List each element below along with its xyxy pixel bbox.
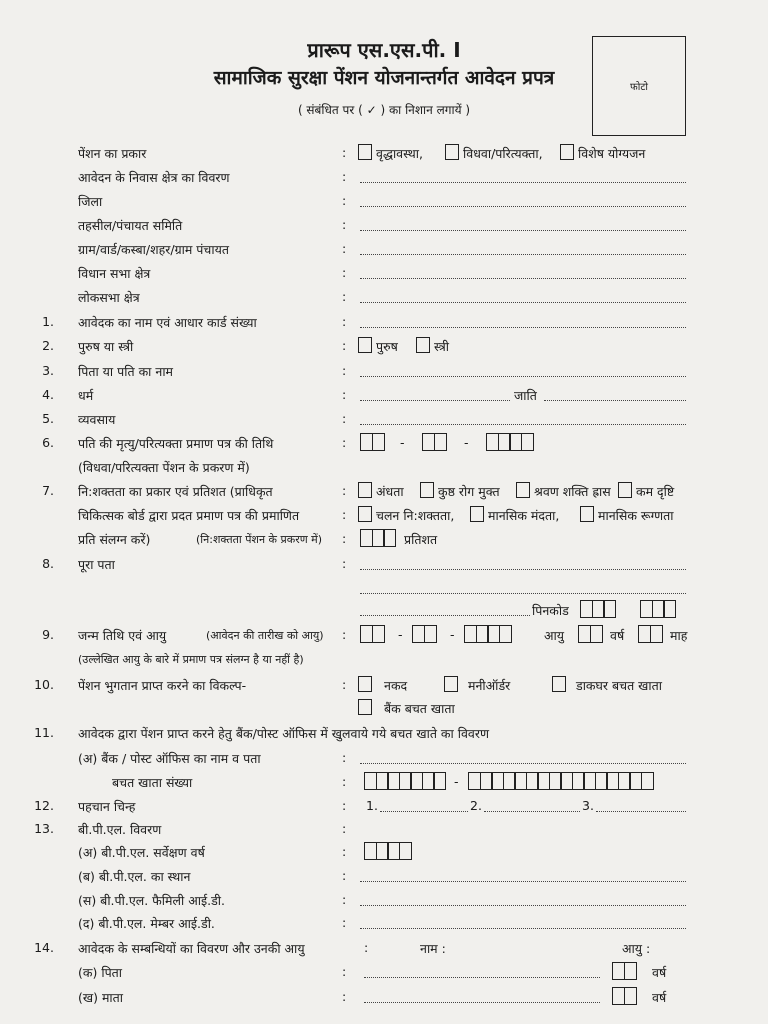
age-header: आयु :	[622, 941, 651, 956]
row-dob-note	[0, 652, 768, 672]
field-label: नि:शक्तता का प्रकार एवं प्रतिशत (प्राधिकृत	[78, 484, 273, 499]
field-label: (ख) माता	[78, 990, 124, 1005]
row-father-husband	[0, 363, 768, 383]
option-label: चलन नि:शक्तता,	[376, 508, 455, 523]
colon: :	[342, 677, 347, 692]
address-line-2[interactable]	[360, 593, 686, 594]
mark-number: 1.	[366, 798, 378, 813]
field-label: बी.पी.एल. विवरण	[78, 822, 162, 837]
colon: :	[342, 821, 347, 836]
field-label: (स) बी.पी.एल. फैमिली आई.डी.	[78, 893, 225, 908]
checkbox-money-order[interactable]	[444, 676, 458, 692]
colon: :	[342, 241, 347, 256]
mark-1-field[interactable]	[380, 811, 468, 812]
field-label: पिता या पति का नाम	[78, 364, 174, 379]
option-label: वृद्धावस्था,	[376, 146, 423, 161]
mother-name-field[interactable]	[364, 1002, 600, 1003]
row-bank-details	[0, 725, 768, 745]
checkbox-mental-illness[interactable]	[580, 506, 594, 522]
row-district	[0, 193, 768, 213]
field-label: पति की मृत्यु/परित्यक्ता प्रमाण पत्र की तिथि	[78, 436, 274, 451]
row-number: 9.	[42, 627, 54, 642]
date-separator: -	[464, 435, 469, 450]
colon: :	[342, 892, 347, 907]
field-label: धर्म	[78, 388, 94, 403]
caste-label: जाति	[514, 388, 537, 403]
row-number: 6.	[42, 435, 54, 450]
option-label: कम दृष्टि	[636, 484, 675, 499]
colon: :	[342, 989, 347, 1004]
field-note: (उल्लेखित आयु के बारे में प्रमाण पत्र संलग्न है या नहीं है)	[78, 653, 304, 666]
row-dob	[0, 627, 768, 647]
row-number: 1.	[42, 314, 54, 329]
photo-box[interactable]	[592, 36, 686, 136]
field-label: (द) बी.पी.एल. मेम्बर आई.डी.	[78, 916, 215, 931]
account-cells-1[interactable]	[364, 772, 446, 790]
field-label: आवेदक के सम्बन्धियों का विवरण और उनकी आयु	[78, 941, 305, 956]
colon: :	[342, 289, 347, 304]
checkbox-locomotor[interactable]	[358, 506, 372, 522]
checkbox-old-age[interactable]	[358, 144, 372, 160]
age-years-cells[interactable]	[578, 625, 603, 643]
row-number: 5.	[42, 411, 54, 426]
colon: :	[342, 507, 347, 522]
option-label: बैंक बचत खाता	[384, 701, 455, 716]
row-number: 12.	[34, 798, 54, 813]
checkbox-special-abled[interactable]	[560, 144, 574, 160]
row-number: 14.	[34, 940, 54, 955]
field-label: व्यवसाय	[78, 412, 116, 427]
row-mother	[0, 989, 768, 1009]
field-label: (ब) बी.पी.एल. का स्थान	[78, 869, 191, 884]
religion-field[interactable]	[360, 400, 510, 401]
bpl-family-id-field[interactable]	[360, 905, 686, 906]
row-disability-3	[0, 531, 768, 551]
colon: :	[342, 627, 347, 642]
years-label: वर्ष	[652, 990, 667, 1005]
row-address-2	[0, 580, 768, 600]
account-cells-2[interactable]	[468, 772, 654, 790]
field-label: आवेदक का नाम एवं आधार कार्ड संख्या	[78, 315, 257, 330]
option-label: विशेष योग्यजन	[578, 146, 646, 161]
tehsil-field[interactable]	[360, 230, 686, 231]
mark-number: 3.	[582, 798, 594, 813]
row-pension-type	[0, 145, 768, 165]
row-number: 2.	[42, 338, 54, 353]
district-field[interactable]	[360, 206, 686, 207]
row-bpl-member-id	[0, 915, 768, 935]
row-certificate-date	[0, 435, 768, 455]
row-village	[0, 241, 768, 261]
colon: :	[342, 483, 347, 498]
age-label: आयु	[544, 628, 565, 643]
mark-number: 2.	[470, 798, 482, 813]
checkbox-blindness[interactable]	[358, 482, 372, 498]
colon: :	[342, 915, 347, 930]
row-number: 8.	[42, 556, 54, 571]
field-label: विधान सभा क्षेत्र	[78, 266, 151, 281]
field-label: (अ) बी.पी.एल. सर्वेक्षण वर्ष	[78, 845, 205, 860]
row-address	[0, 556, 768, 576]
bpl-place-field[interactable]	[360, 881, 686, 882]
field-label: बचत खाता संख्या	[112, 775, 193, 790]
checkbox-cash[interactable]	[358, 676, 372, 692]
colon: :	[342, 314, 347, 329]
row-assembly	[0, 265, 768, 285]
colon: :	[342, 338, 347, 353]
colon: :	[342, 265, 347, 280]
colon: :	[342, 145, 347, 160]
pincode-cells-1[interactable]	[580, 600, 616, 618]
field-label: लोकसभा क्षेत्र	[78, 290, 140, 305]
colon: :	[342, 868, 347, 883]
checkbox-mental-retardation[interactable]	[470, 506, 484, 522]
field-label: पेंशन का प्रकार	[78, 146, 147, 161]
date-month-cells[interactable]	[422, 433, 447, 451]
field-note: (विधवा/परित्यक्ता पेंशन के प्रकरण में)	[78, 460, 250, 475]
row-relatives	[0, 940, 768, 960]
colon: :	[364, 940, 369, 955]
village-field[interactable]	[360, 254, 686, 255]
row-number: 4.	[42, 387, 54, 402]
date-separator: -	[398, 627, 403, 642]
row-certificate-note	[0, 459, 768, 479]
row-number: 13.	[34, 821, 54, 836]
row-bpl-year	[0, 844, 768, 864]
row-number: 11.	[34, 725, 54, 740]
colon: :	[342, 411, 347, 426]
father-name-field[interactable]	[364, 977, 600, 978]
dob-month-cells[interactable]	[412, 625, 437, 643]
row-bank-name	[0, 750, 768, 770]
form-code: प्रारूप एस.एस.पी. I	[307, 38, 461, 62]
colon: :	[342, 798, 347, 813]
mother-age-cells[interactable]	[612, 987, 637, 1005]
row-disability	[0, 483, 768, 503]
applicant-name-field[interactable]	[360, 327, 686, 328]
bank-name-field[interactable]	[360, 763, 686, 764]
field-label: पूरा पता	[78, 557, 115, 572]
field-label: (क) पिता	[78, 965, 123, 980]
colon: :	[342, 387, 347, 402]
father-husband-field[interactable]	[360, 376, 686, 377]
row-payment-option-2	[0, 700, 768, 720]
form-instruction: ( संबंधित पर ( ✓ ) का निशान लगायें )	[297, 103, 471, 117]
colon: :	[342, 169, 347, 184]
row-number: 10.	[34, 677, 54, 692]
bpl-member-id-field[interactable]	[360, 928, 686, 929]
row-bpl	[0, 821, 768, 841]
row-gender	[0, 338, 768, 358]
account-separator: -	[454, 774, 459, 789]
option-label: श्रवण शक्ति ह्रास	[534, 484, 611, 499]
option-label: विधवा/परित्यक्ता,	[463, 146, 543, 161]
pincode-label: पिनकोड	[532, 603, 569, 618]
mark-3-field[interactable]	[596, 811, 686, 812]
row-father	[0, 964, 768, 984]
field-label: आवेदक द्वारा पेंशन प्राप्त करने हेतु बैंक/पोस्ट ऑफिस में खुलवाये गये बचत खाते का विवरण	[78, 726, 490, 741]
row-number: 7.	[42, 483, 54, 498]
checkbox-leprosy-cured[interactable]	[420, 482, 434, 498]
percentage-label: प्रतिशत	[404, 532, 438, 547]
date-separator: -	[400, 435, 405, 450]
colon: :	[342, 217, 347, 232]
row-identification	[0, 798, 768, 818]
row-bpl-family-id	[0, 892, 768, 912]
row-applicant-name	[0, 314, 768, 334]
checkbox-bank-saving[interactable]	[358, 699, 372, 715]
bpl-year-cells[interactable]	[364, 842, 412, 860]
option-label: मानसिक मंदता,	[488, 508, 560, 523]
row-disability-2	[0, 507, 768, 527]
row-residence	[0, 169, 768, 189]
row-occupation	[0, 411, 768, 431]
years-label: वर्ष	[652, 965, 667, 980]
field-label: प्रति संलग्न करें)	[78, 532, 151, 547]
option-label: कुष्ठ रोग मुक्त	[438, 484, 500, 499]
option-label: नकद	[384, 678, 408, 693]
checkbox-post-saving[interactable]	[552, 676, 566, 692]
field-label: पहचान चिन्ह	[78, 799, 136, 814]
field-label: चिकित्सक बोर्ड द्वारा प्रदत प्रमाण पत्र की प्रमाणित	[78, 508, 300, 523]
colon: :	[342, 844, 347, 859]
option-label: मानसिक रूग्णता	[598, 508, 674, 523]
date-year-cells[interactable]	[486, 433, 534, 451]
checkbox-low-vision[interactable]	[618, 482, 632, 498]
colon: :	[342, 750, 347, 765]
assembly-field[interactable]	[360, 278, 686, 279]
row-number: 3.	[42, 363, 54, 378]
occupation-field[interactable]	[360, 424, 686, 425]
colon: :	[342, 964, 347, 979]
option-label: डाकघर बचत खाता	[576, 678, 662, 693]
colon: :	[342, 774, 347, 789]
percentage-cells[interactable]	[360, 529, 396, 547]
residence-field[interactable]	[360, 182, 686, 183]
checkbox-female[interactable]	[416, 337, 430, 353]
dob-year-cells[interactable]	[464, 625, 512, 643]
field-label: (अ) बैंक / पोस्ट ऑफिस का नाम व पता	[78, 751, 261, 766]
field-label: पुरुष या स्त्री	[78, 339, 134, 354]
age-months-cells[interactable]	[638, 625, 663, 643]
colon: :	[342, 363, 347, 378]
row-tehsil	[0, 217, 768, 237]
father-age-cells[interactable]	[612, 962, 637, 980]
field-label: तहसील/पंचायत समिति	[78, 218, 183, 233]
mark-2-field[interactable]	[484, 811, 580, 812]
field-label: जन्म तिथि एवं आयु	[78, 628, 167, 643]
row-payment-option	[0, 677, 768, 697]
months-label: माह	[670, 628, 688, 643]
option-label: मनीऑर्डर	[468, 678, 511, 693]
option-label: स्त्री	[434, 339, 450, 354]
loksabha-field[interactable]	[360, 302, 686, 303]
address-line-1[interactable]	[360, 569, 686, 570]
name-header: नाम :	[420, 941, 446, 956]
colon: :	[342, 531, 347, 546]
field-label: ग्राम/वार्ड/कस्बा/शहर/ग्राम पंचायत	[78, 242, 229, 257]
field-label: पेंशन भुगतान प्राप्त करने का विकल्प-	[78, 678, 247, 693]
years-label: वर्ष	[610, 628, 625, 643]
checkbox-hearing[interactable]	[516, 482, 530, 498]
form-title: सामाजिक सुरक्षा पेंशन योजनान्तर्गत आवेदन प्रपत्र	[213, 67, 555, 89]
row-religion	[0, 387, 768, 407]
pincode-cells-2[interactable]	[640, 600, 676, 618]
checkbox-widow[interactable]	[445, 144, 459, 160]
option-label: पुरुष	[376, 339, 398, 354]
row-loksabha	[0, 289, 768, 309]
date-day-cells[interactable]	[360, 433, 385, 451]
colon: :	[342, 193, 347, 208]
address-line-3[interactable]	[360, 615, 530, 616]
checkbox-male[interactable]	[358, 337, 372, 353]
photo-label: फोटो	[630, 82, 648, 93]
row-bpl-place	[0, 868, 768, 888]
field-note: (नि:शक्तता पेंशन के प्रकरण में)	[196, 533, 323, 546]
field-label: आवेदन के निवास क्षेत्र का विवरण	[78, 170, 230, 185]
field-label: जिला	[78, 194, 103, 209]
row-pincode	[0, 602, 768, 622]
dob-day-cells[interactable]	[360, 625, 385, 643]
date-separator: -	[450, 627, 455, 642]
field-note: (आवेदन की तारीख को आयु)	[206, 629, 324, 642]
colon: :	[342, 435, 347, 450]
colon: :	[342, 556, 347, 571]
option-label: अंधता	[376, 484, 404, 499]
caste-field[interactable]	[544, 400, 686, 401]
row-account-number	[0, 774, 768, 794]
